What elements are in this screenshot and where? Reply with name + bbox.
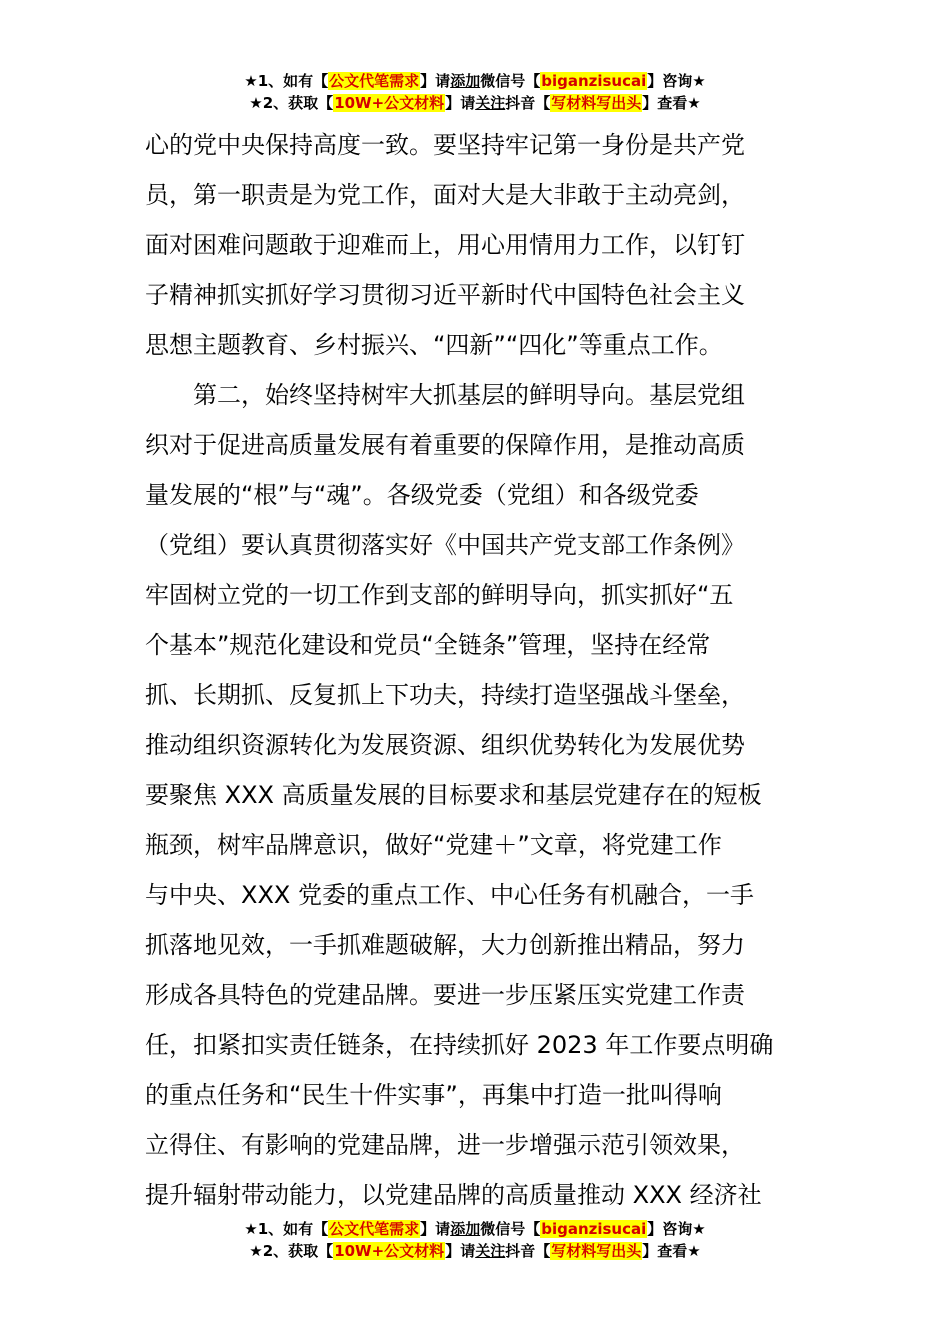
banner-highlight: biganzisucai bbox=[541, 1220, 647, 1238]
body-line: 提升辐射带动能力，以党建品牌的高质量推动 XXX 经济社 bbox=[145, 1181, 762, 1209]
body-line: 量发展的“根”与“魂”。各级党委（党组）和各级党委 bbox=[145, 481, 699, 509]
body-line: 推动组织资源转化为发展资源、组织优势转化为发展优势 bbox=[145, 731, 745, 759]
banner-underlined-text: 关注 bbox=[475, 94, 506, 112]
body-line: 与中央、XXX 党委的重点工作、中心任务有机融合，一手 bbox=[145, 881, 754, 909]
body-line: 要聚焦 XXX 高质量发展的目标要求和基层党建存在的短板 bbox=[145, 781, 762, 809]
banner-text: 抖音【 bbox=[505, 1242, 551, 1260]
banner-highlight: 10W+公文材料 bbox=[334, 94, 445, 112]
body-line: 抓、长期抓、反复抓上下功夫，持续打造坚强战斗堡垒， bbox=[145, 681, 745, 709]
banner-underlined-text: 添加 bbox=[450, 72, 481, 90]
body-line: 织对于促进高质量发展有着重要的保障作用，是推动高质 bbox=[145, 431, 745, 459]
body-line: 牢固树立党的一切工作到支部的鲜明导向，抓实抓好“五 bbox=[145, 581, 734, 609]
banner-text: ★1、如有【 bbox=[244, 72, 329, 90]
paragraph-start-line: 第二，始终坚持树牢大抓基层的鲜明导向。基层党组 bbox=[193, 381, 745, 409]
banner-text: 】请 bbox=[445, 94, 476, 112]
body-line: 立得住、有影响的党建品牌，进一步增强示范引领效果， bbox=[145, 1131, 745, 1159]
banner-line-2 bbox=[0, 1240, 950, 1262]
banner-highlight: 公文代笔需求 bbox=[329, 72, 420, 90]
banner-text: 】请 bbox=[445, 1242, 476, 1260]
banner-text: 】查看★ bbox=[642, 94, 701, 112]
banner-line-2 bbox=[0, 92, 950, 114]
banner-highlight: 10W+公文材料 bbox=[334, 1242, 445, 1260]
header-banner bbox=[0, 70, 950, 114]
body-line: （党组）要认真贯彻落实好《中国共产党支部工作条例》 bbox=[145, 531, 745, 559]
document-body bbox=[145, 120, 810, 1220]
banner-text: ★1、如有【 bbox=[244, 1220, 329, 1238]
body-line: 心的党中央保持高度一致。要坚持牢记第一身份是共产党 bbox=[145, 131, 745, 159]
body-line: 面对困难问题敢于迎难而上，用心用情用力工作，以钉钉 bbox=[145, 231, 745, 259]
body-line: 子精神抓实抓好学习贯彻习近平新时代中国特色社会主义 bbox=[145, 281, 745, 309]
banner-highlight: 写材料写出头 bbox=[551, 1242, 642, 1260]
banner-text: 】咨询★ bbox=[647, 1220, 706, 1238]
banner-text: 抖音【 bbox=[505, 94, 551, 112]
banner-underlined-text: 关注 bbox=[475, 1242, 506, 1260]
body-line: 抓落地见效，一手抓难题破解，大力创新推出精品，努力 bbox=[145, 931, 745, 959]
banner-text: ★2、获取【 bbox=[249, 1242, 334, 1260]
banner-highlight: 公文代笔需求 bbox=[329, 1220, 420, 1238]
banner-text: 微信号【 bbox=[480, 72, 541, 90]
banner-highlight: 写材料写出头 bbox=[551, 94, 642, 112]
banner-text: ★2、获取【 bbox=[249, 94, 334, 112]
body-line: 个基本”规范化建设和党员“全链条”管理，坚持在经常 bbox=[145, 631, 711, 659]
banner-underlined-text: 添加 bbox=[450, 1220, 481, 1238]
banner-line-1 bbox=[0, 70, 950, 92]
banner-line-1 bbox=[0, 1218, 950, 1240]
banner-text: 】咨询★ bbox=[647, 72, 706, 90]
body-line: 瓶颈，树牢品牌意识，做好“党建＋”文章，将党建工作 bbox=[145, 831, 722, 859]
banner-text: 】请 bbox=[420, 1220, 451, 1238]
banner-text: 微信号【 bbox=[480, 1220, 541, 1238]
body-line: 形成各具特色的党建品牌。要进一步压紧压实党建工作责 bbox=[145, 981, 745, 1009]
banner-text: 】查看★ bbox=[642, 1242, 701, 1260]
body-line: 员，第一职责是为党工作，面对大是大非敢于主动亮剑， bbox=[145, 181, 745, 209]
footer-banner bbox=[0, 1218, 950, 1262]
banner-text: 】请 bbox=[420, 72, 451, 90]
body-line: 任，扣紧扣实责任链条，在持续抓好 2023 年工作要点明确 bbox=[145, 1031, 774, 1059]
body-line: 的重点任务和“民生十件实事”，再集中打造一批叫得响 bbox=[145, 1081, 722, 1109]
banner-highlight: biganzisucai bbox=[541, 72, 647, 90]
body-line: 思想主题教育、乡村振兴、“四新”“四化”等重点工作。 bbox=[145, 331, 723, 359]
